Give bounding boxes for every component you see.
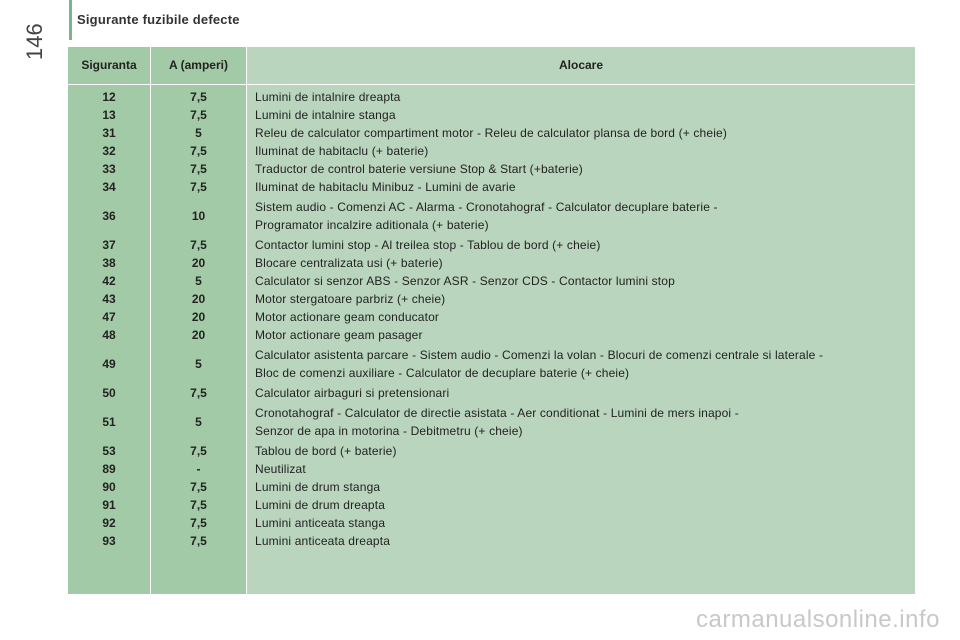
allocation-line: Motor stergatoare parbriz (+ cheie) bbox=[255, 292, 446, 306]
fuse-amperage: 20 bbox=[191, 256, 206, 270]
fuse-amperage: - bbox=[196, 462, 201, 476]
allocation-line: Lumini de intalnire dreapta bbox=[255, 90, 401, 104]
fuse-number: 90 bbox=[102, 480, 116, 494]
fuse-allocation bbox=[247, 308, 915, 326]
allocation-line: Programator incalzire aditionala (+ baterie) bbox=[255, 218, 489, 232]
fuse-amperage: 7,5 bbox=[190, 180, 207, 194]
table-row bbox=[68, 196, 915, 236]
fuse-amperage: 20 bbox=[191, 310, 206, 324]
fuse-amperage: 7,5 bbox=[190, 162, 207, 176]
section-accent-bar bbox=[69, 0, 72, 40]
table-row bbox=[68, 106, 915, 124]
table-row bbox=[68, 532, 915, 550]
fuse-allocation bbox=[247, 236, 915, 254]
fuse-amperage: 7,5 bbox=[190, 386, 207, 400]
fuse-allocation bbox=[247, 442, 915, 460]
fuse-number: 38 bbox=[102, 256, 116, 270]
page-number: 146 bbox=[22, 23, 47, 60]
allocation-line: Lumini anticeata stanga bbox=[255, 516, 386, 530]
fuse-allocation bbox=[247, 384, 915, 402]
table-row bbox=[68, 344, 915, 384]
fuse-allocation bbox=[247, 142, 915, 160]
allocation-line: Senzor de apa in motorina - Debitmetru (+ cheie) bbox=[255, 424, 523, 438]
fuse-number: 36 bbox=[102, 209, 116, 223]
table-row bbox=[68, 124, 915, 142]
fuse-amperage: 7,5 bbox=[190, 516, 207, 530]
allocation-line: Calculator asistenta parcare - Sistem audio - Comenzi la volan - Blocuri de comenzi centrale si laterale - bbox=[255, 348, 824, 362]
fuse-allocation bbox=[247, 160, 915, 178]
allocation-line: Contactor lumini stop - Al treilea stop - Tablou de bord (+ cheie) bbox=[255, 238, 601, 252]
fuse-number: 43 bbox=[102, 292, 116, 306]
fuse-allocation bbox=[247, 478, 915, 496]
fuse-number: 93 bbox=[102, 534, 116, 548]
fuse-number: 49 bbox=[102, 357, 116, 371]
fuse-allocation bbox=[247, 198, 915, 234]
table-row bbox=[68, 496, 915, 514]
fuse-number: 47 bbox=[102, 310, 116, 324]
fuse-amperage: 7,5 bbox=[190, 480, 207, 494]
fuse-allocation bbox=[247, 106, 915, 124]
allocation-line: Calculator airbaguri si pretensionari bbox=[255, 386, 450, 400]
table-row bbox=[68, 384, 915, 402]
fuse-allocation bbox=[247, 460, 915, 478]
fuse-amperage: 5 bbox=[195, 126, 202, 140]
table-row bbox=[68, 326, 915, 344]
allocation-line: Iluminat de habitaclu Minibuz - Lumini de avarie bbox=[255, 180, 516, 194]
table-body bbox=[68, 88, 915, 550]
table-row bbox=[68, 236, 915, 254]
table-row bbox=[68, 308, 915, 326]
fuse-amperage: 5 bbox=[195, 274, 202, 288]
fuse-allocation bbox=[247, 326, 915, 344]
fuse-number: 51 bbox=[102, 415, 116, 429]
table-row bbox=[68, 160, 915, 178]
fuse-allocation bbox=[247, 290, 915, 308]
allocation-line: Iluminat de habitaclu (+ baterie) bbox=[255, 144, 429, 158]
watermark: carmanualsonline.info bbox=[696, 606, 940, 633]
fuse-number: 89 bbox=[102, 462, 116, 476]
allocation-line: Tablou de bord (+ baterie) bbox=[255, 444, 397, 458]
allocation-line: Traductor de control baterie versiune Stop & Start (+baterie) bbox=[255, 162, 583, 176]
fuse-allocation bbox=[247, 514, 915, 532]
fuse-number: 33 bbox=[102, 162, 116, 176]
table-row bbox=[68, 142, 915, 160]
fuse-amperage: 5 bbox=[195, 357, 202, 371]
fuse-allocation bbox=[247, 532, 915, 550]
header-fuse: Siguranta bbox=[81, 58, 137, 72]
allocation-line: Releu de calculator compartiment motor - Releu de calculator plansa de bord (+ cheie) bbox=[255, 126, 727, 140]
allocation-line: Calculator si senzor ABS - Senzor ASR - Senzor CDS - Contactor lumini stop bbox=[255, 274, 675, 288]
allocation-line: Bloc de comenzi auxiliare - Calculator de decuplare baterie (+ cheie) bbox=[255, 366, 630, 380]
fuse-number: 92 bbox=[102, 516, 116, 530]
fuse-amperage: 7,5 bbox=[190, 90, 207, 104]
fuse-number: 42 bbox=[102, 274, 116, 288]
fuse-allocation bbox=[247, 496, 915, 514]
allocation-line: Cronotahograf - Calculator de directie asistata - Aer conditionat - Lumini de mers inapoi - bbox=[255, 406, 739, 420]
fuse-amperage: 7,5 bbox=[190, 144, 207, 158]
table-row bbox=[68, 272, 915, 290]
fuse-number: 12 bbox=[102, 90, 116, 104]
fuse-allocation bbox=[247, 124, 915, 142]
fuse-amperage: 7,5 bbox=[190, 108, 207, 122]
fuse-table bbox=[68, 47, 915, 594]
fuse-allocation bbox=[247, 88, 915, 106]
allocation-line: Neutilizat bbox=[255, 462, 306, 476]
allocation-line: Lumini de intalnire stanga bbox=[255, 108, 396, 122]
fuse-allocation bbox=[247, 404, 915, 440]
allocation-line: Lumini anticeata dreapta bbox=[255, 534, 391, 548]
fuse-amperage: 20 bbox=[191, 328, 206, 342]
allocation-line: Lumini de drum dreapta bbox=[255, 498, 386, 512]
allocation-line: Blocare centralizata usi (+ baterie) bbox=[255, 256, 443, 270]
fuse-number: 50 bbox=[102, 386, 116, 400]
table-row bbox=[68, 402, 915, 442]
fuse-allocation bbox=[247, 272, 915, 290]
fuse-number: 34 bbox=[102, 180, 116, 194]
fuse-amperage: 7,5 bbox=[190, 534, 207, 548]
table-row bbox=[68, 88, 915, 106]
table-row bbox=[68, 460, 915, 478]
table-header bbox=[68, 47, 915, 85]
table-row bbox=[68, 290, 915, 308]
fuse-amperage: 7,5 bbox=[190, 238, 207, 252]
table-row bbox=[68, 178, 915, 196]
table-row bbox=[68, 442, 915, 460]
allocation-line: Sistem audio - Comenzi AC - Alarma - Cronotahograf - Calculator decuplare baterie - bbox=[255, 200, 718, 214]
fuse-number: 37 bbox=[102, 238, 116, 252]
fuse-number: 31 bbox=[102, 126, 116, 140]
fuse-amperage: 7,5 bbox=[190, 498, 207, 512]
fuse-amperage: 10 bbox=[191, 209, 206, 223]
table-row bbox=[68, 478, 915, 496]
allocation-line: Motor actionare geam pasager bbox=[255, 328, 423, 342]
header-allocation: Alocare bbox=[558, 58, 604, 72]
fuse-number: 53 bbox=[102, 444, 116, 458]
fuse-number: 91 bbox=[102, 498, 116, 512]
allocation-line: Lumini de drum stanga bbox=[255, 480, 381, 494]
fuse-amperage: 7,5 bbox=[190, 444, 207, 458]
fuse-amperage: 20 bbox=[191, 292, 206, 306]
fuse-allocation bbox=[247, 254, 915, 272]
fuse-allocation bbox=[247, 346, 915, 382]
section-title: Sigurante fuzibile defecte bbox=[77, 12, 240, 27]
fuse-number: 13 bbox=[102, 108, 116, 122]
header-amperes: A (amperi) bbox=[169, 58, 228, 72]
fuse-amperage: 5 bbox=[195, 415, 202, 429]
table-row bbox=[68, 514, 915, 532]
table-row bbox=[68, 254, 915, 272]
fuse-number: 32 bbox=[102, 144, 116, 158]
fuse-allocation bbox=[247, 178, 915, 196]
fuse-number: 48 bbox=[102, 328, 116, 342]
allocation-line: Motor actionare geam conducator bbox=[255, 310, 440, 324]
